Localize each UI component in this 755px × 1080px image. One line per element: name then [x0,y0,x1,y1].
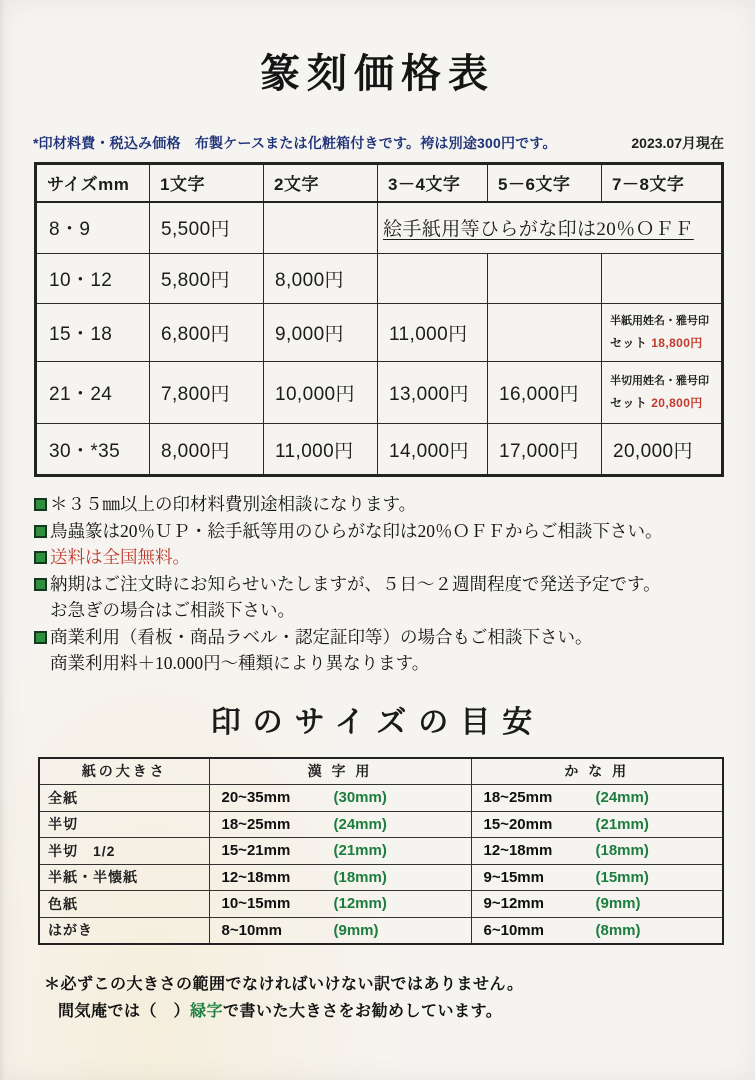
size-cell: 10・12 [36,254,150,304]
size-cell: 30・*35 [36,424,150,476]
col-header-kana-use: か な 用 [471,758,723,785]
green-text-label: 緑字 [190,1002,224,1020]
note-text: お急ぎの場合はご相談下さい。 [50,600,295,620]
set-prefix: セット [610,395,648,410]
note-text: 商業利用料＋10.000円～種類により異なります。 [50,653,430,673]
price-cell: 16,000円 [488,362,602,424]
col-header-paper-size: 紙の大きさ [39,758,209,785]
date-label: 2023.07月現在 [631,135,724,151]
size-cell: 15・18 [36,304,150,362]
kana-recommended: (21mm) [595,815,649,833]
page-title: 篆刻価格表 [260,51,495,96]
kana-range: 9~15mm [483,868,544,886]
paper-size-cell: 半紙・半懐紙 [39,864,209,891]
paper-size-cell: 全紙 [39,785,209,812]
price-cell: 8,000円 [150,424,264,476]
kanji-size-cell [209,785,471,812]
col-header-2char: 2文字 [264,164,378,202]
table-row [36,202,723,254]
set-offer-label: 半紙用姓名・雅号印 [610,314,709,327]
kana-range: 9~12mm [483,895,544,913]
price-cell: 7,800円 [150,362,264,424]
note-text: 納期はご注文時にお知らせいたしますが、５日～２週間程度で発送予定です。 [50,573,661,594]
col-header-1char: 1文字 [150,164,264,202]
note-text: 送料は全国無料。 [50,547,190,567]
kanji-recommended: (30mm) [333,789,387,807]
footer-notes [44,971,755,1025]
kanji-recommended: (24mm) [333,815,387,833]
price-cell: 5,800円 [150,254,264,304]
table-row [39,917,723,944]
green-square-bullet [34,551,47,564]
table-row [39,785,723,812]
kana-recommended: (9mm) [595,895,641,913]
size-guide-title: 印のサイズの目安 [210,705,545,739]
price-table-header-row [36,164,723,202]
note-text: 鳥蟲篆は20％ＵＰ・絵手紙等用のひらがな印は20％ＯＦＦからご相談下さい。 [50,520,663,541]
footer-line2-suffix: で書いた大きさをお勧めしています。 [223,1002,503,1020]
note-line [34,597,735,624]
kana-recommended: (8mm) [595,921,641,939]
set-offer-cell [602,362,723,424]
price-cell [378,254,488,304]
kana-size-cell [471,811,723,838]
paper-size-cell: 色紙 [39,891,209,918]
green-square-bullet [34,525,47,538]
kana-recommended: (15mm) [595,868,649,886]
size-guide-table [38,757,724,945]
price-cell: 10,000円 [264,362,378,424]
price-cell: 14,000円 [378,424,488,476]
kanji-recommended: (18mm) [333,868,387,886]
kanji-range: 8~10mm [221,921,282,939]
price-cell: 11,000円 [264,424,378,476]
kanji-recommended: (9mm) [333,921,379,939]
paper-size-cell: はがき [39,917,209,944]
set-offer-cell [602,304,723,362]
note-text: ＊３５㎜以上の印材料費別途相談になります。 [50,494,417,514]
kana-size-cell [471,891,723,918]
price-cell: 11,000円 [378,304,488,362]
green-square-bullet [34,498,47,511]
hiragana-discount-note: 絵手紙用等ひらがな印は20％ＯＦＦ [378,202,723,254]
col-header-3-4char: 3－4文字 [378,164,488,202]
table-row [36,304,723,362]
col-header-kanji-use: 漢 字 用 [209,758,471,785]
note-line [34,624,735,651]
kana-range: 15~20mm [483,815,553,833]
kanji-recommended: (12mm) [333,895,387,913]
kana-size-cell [471,864,723,891]
price-cell [488,254,602,304]
table-row [39,811,723,838]
table-row [39,838,723,865]
kana-size-cell [471,785,723,812]
price-cell [264,202,378,254]
table-row [36,254,723,304]
note-line [34,518,735,545]
set-price: 18,800円 [651,335,703,350]
kana-range: 12~18mm [483,842,553,860]
price-cell: 20,000円 [602,424,723,476]
table-row [39,891,723,918]
green-square-bullet [34,631,47,644]
table-row [39,864,723,891]
price-cell: 5,500円 [150,202,264,254]
kanji-range: 10~15mm [221,895,291,913]
size-cell: 8・9 [36,202,150,254]
meta-row [33,133,724,153]
kanji-size-cell [209,917,471,944]
footer-line2-prefix: 間気庵では（ ） [58,1002,191,1020]
price-cell [602,254,723,304]
kanji-recommended: (21mm) [333,842,387,860]
kanji-range: 20~35mm [221,789,291,807]
price-cell [488,304,602,362]
table-row [36,424,723,476]
kanji-size-cell [209,891,471,918]
green-square-bullet [34,578,47,591]
kana-range: 18~25mm [483,789,553,807]
set-price: 20,800円 [651,395,703,410]
kana-size-cell [471,838,723,865]
size-cell: 21・24 [36,362,150,424]
kana-recommended: (24mm) [595,789,649,807]
kanji-size-cell [209,811,471,838]
kanji-size-cell [209,838,471,865]
price-cell: 6,800円 [150,304,264,362]
price-cell: 17,000円 [488,424,602,476]
footer-note-line2 [58,998,755,1025]
col-header-7-8char: 7－8文字 [602,164,723,202]
price-table [34,162,724,477]
col-header-5-6char: 5－6文字 [488,164,602,202]
set-offer-label: 半切用姓名・雅号印 [610,374,709,387]
paper-size-cell: 半切 1/2 [39,838,209,865]
kanji-range: 15~21mm [221,842,291,860]
note-line [34,491,735,518]
size-guide-header-row [39,758,723,785]
note-line [34,650,735,677]
table-row [36,362,723,424]
materials-note: *印材料費・税込み価格 布製ケースまたは化粧箱付きです。袴は別途300円です。 [33,135,557,151]
price-cell: 9,000円 [264,304,378,362]
footer-note-line1: ＊必ずこの大きさの範囲でなければいけない訳ではありません。 [44,975,524,993]
set-prefix: セット [610,335,648,350]
kanji-size-cell [209,864,471,891]
note-line [34,571,735,598]
note-line [34,544,735,571]
col-header-size: サイズmm [36,164,150,202]
paper-size-cell: 半切 [39,811,209,838]
price-cell: 8,000円 [264,254,378,304]
kanji-range: 12~18mm [221,868,291,886]
kana-range: 6~10mm [483,921,544,939]
price-cell: 13,000円 [378,362,488,424]
kana-size-cell [471,917,723,944]
notes-list [34,491,735,677]
note-text: 商業利用（看板・商品ラベル・認定証印等）の場合もご相談下さい。 [50,626,593,647]
kana-recommended: (18mm) [595,842,649,860]
kanji-range: 18~25mm [221,815,291,833]
